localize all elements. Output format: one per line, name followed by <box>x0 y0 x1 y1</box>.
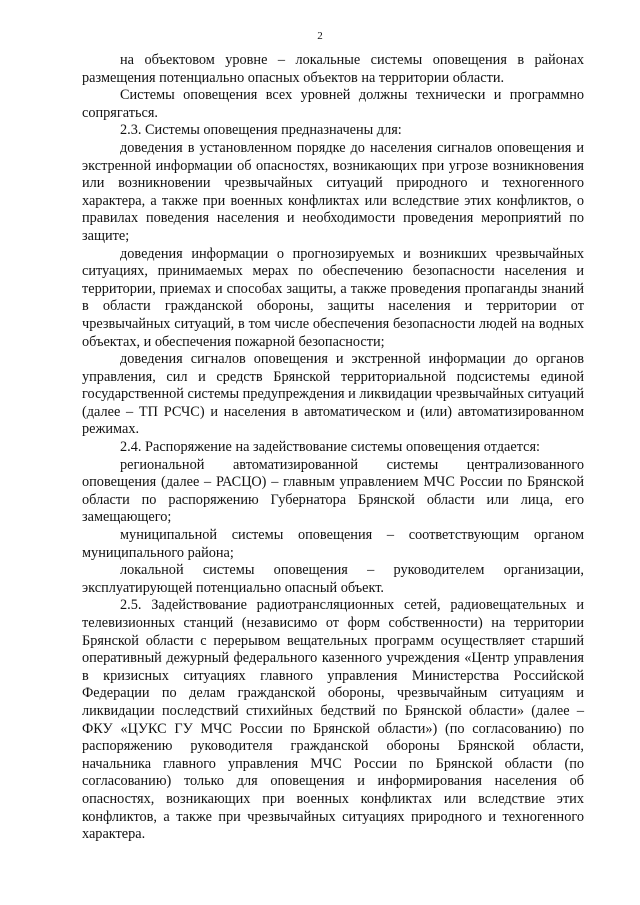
paragraph: доведения информации о прогнозируемых и возникших чрезвычайных ситуациях, принимаемых мерах по обеспечению безопасности населения и территории, приемах и способах защиты, а также проведения пропаганды знаний в области гражданской обороны, защиты населения и территории от чрезвычайных ситуаций, в том числе обеспечения безопасности людей на водных объектах, и обеспечения пожарной безопасности; <box>82 245 584 350</box>
paragraph: 2.3. Системы оповещения предназначены для: <box>120 122 402 139</box>
paragraph: региональной автоматизированной системы централизованного оповещения (далее – РАСЦО) – главным управлением МЧС России по Брянской области по распоряжению Губернатора Брянской области или лица, его замещающего; <box>82 456 584 526</box>
paragraph: муниципальной системы оповещения – соответствующим органом муниципального района; <box>82 527 584 561</box>
paragraph: 2.4. Распоряжение на задействование системы оповещения отдается: <box>120 439 541 456</box>
document-body <box>82 52 584 844</box>
paragraph: локальной системы оповещения – руководителем организации, эксплуатирующей потенциально опасный объект. <box>82 562 584 596</box>
paragraph: на объектовом уровне – локальные системы оповещения в районах размещения потенциально опасных объектов на территории области. <box>82 52 584 86</box>
page-number: 2 <box>317 30 323 42</box>
paragraph: 2.5. Задействование радиотрансляционных сетей, радиовещательных и телевизионных станций (независимо от форм собственности) на территории Брянской области с перерывом вещательных программ осуществляет старший оперативный дежурный федерального казенного учреждения «Центр управления в кризисных ситуациях главного управления Министерства Российской Федерации по делам гражданской обороны, чрезвычайным ситуациям и ликвидации последствий стихийных бедствий по Брянской области» (далее – ФКУ «ЦУКС ГУ МЧС России по Брянской области») (по согласованию) по распоряжению руководителя гражданской обороны Брянской области, начальника главного управления МЧС России по Брянской области (по согласованию) только для оповещения и информирования населения об опасностях, возникающих при военных конфликтах или вследствие этих конфликтов, а также при чрезвычайных ситуациях природного и техногенного характера. <box>82 597 584 843</box>
paragraph: Системы оповещения всех уровней должны технически и программно сопрягаться. <box>82 87 584 121</box>
paragraph: доведения в установленном порядке до населения сигналов оповещения и экстренной информации об опасностях, возникающих при угрозе возникновения или возникновении чрезвычайных ситуаций природного и техногенного характера, а также при военных конфликтах или вследствие этих конфликтов, о правилах поведения населения и необходимости проведения мероприятий по защите; <box>82 139 584 244</box>
paragraph: доведения сигналов оповещения и экстренной информации до органов управления, сил и средств Брянской территориальной подсистемы единой государственной системы предупреждения и ликвидации чрезвычайных ситуаций (далее – ТП РСЧС) и населения в автоматическом и (или) автоматизированном режимах. <box>82 351 584 438</box>
